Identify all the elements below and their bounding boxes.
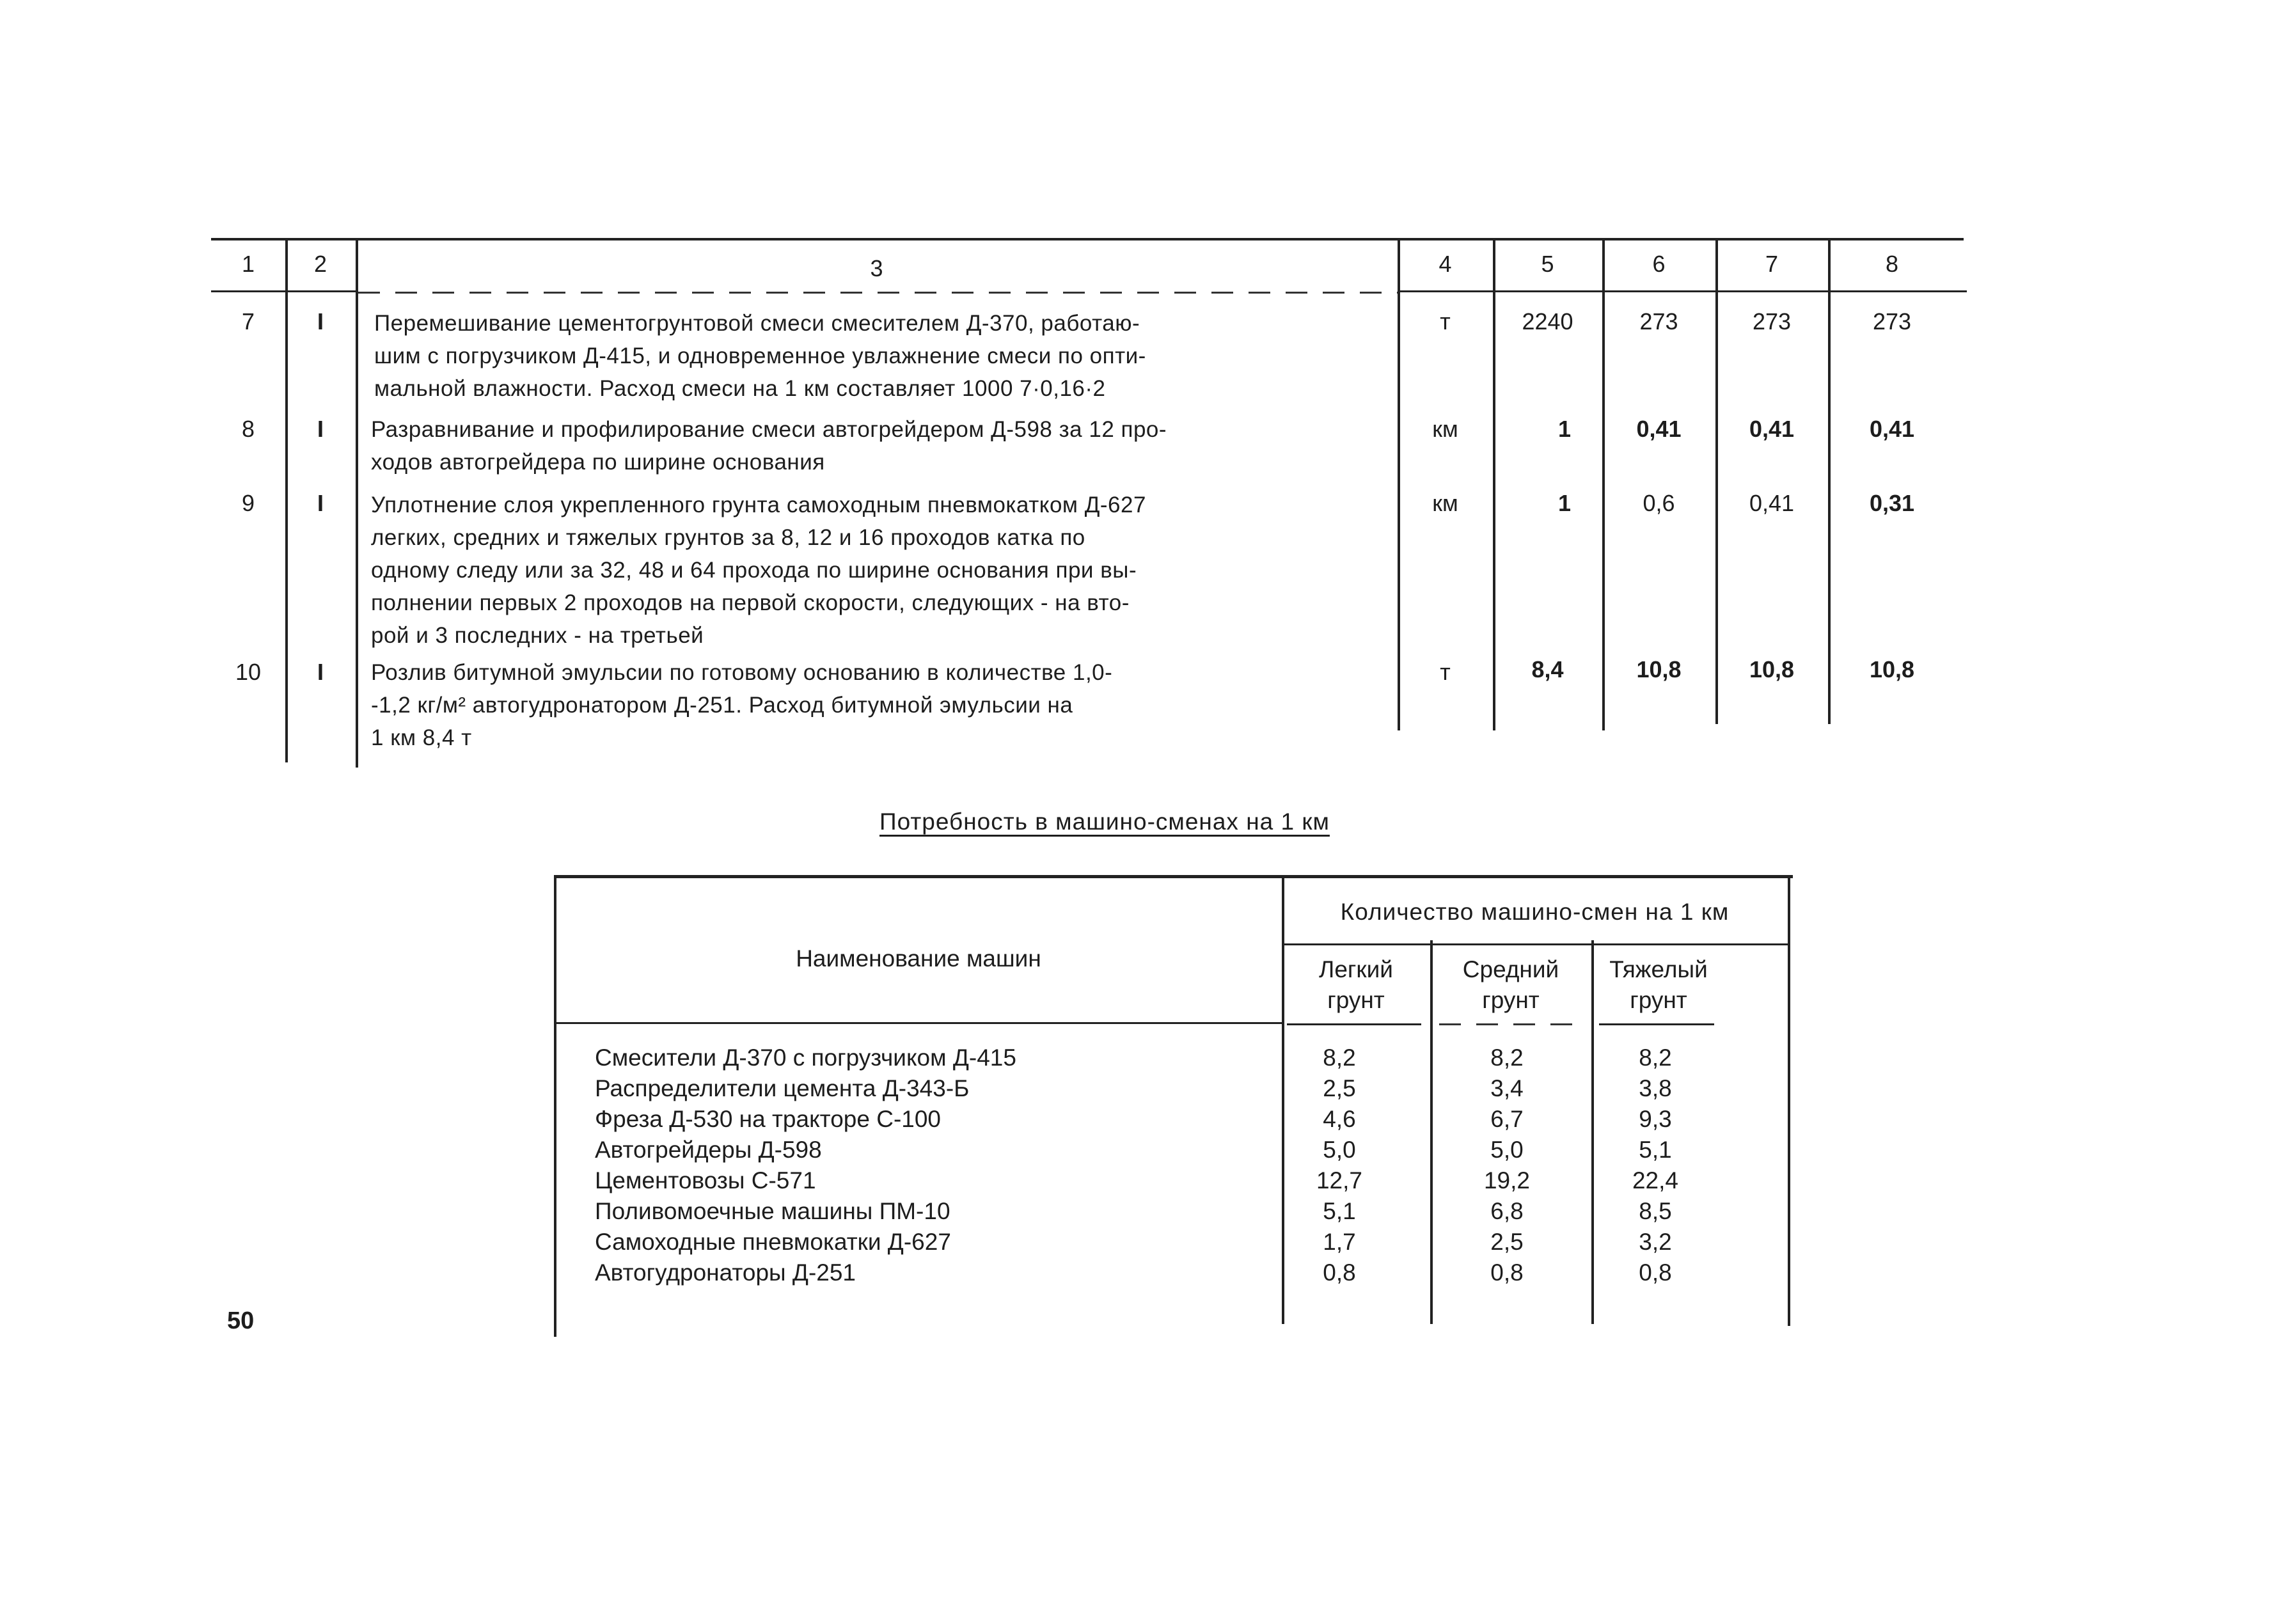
row-description: Розлив битумной эмульсии по готовому основанию в количестве 1,0- -1,2 кг/м² автогудронатором Д-251. Расход битумной эмульсии на 1 км 8,4 т [371,660,1113,750]
row-col-6: 0,41 [1636,416,1682,442]
medium-value: 6,7 [1490,1106,1524,1132]
table-top-rule [555,875,1793,878]
row-number: 9 [241,490,255,516]
section-title: Потребность в машино-сменах на 1 км [879,808,1330,835]
header-rule [1398,290,1967,292]
header-col-4: 4 [1438,251,1452,277]
header-bottom-rule [555,1022,1282,1024]
light-values [1282,1043,1397,1288]
row-number: 10 [235,659,262,685]
row-col-8: 0,41 [1869,416,1915,442]
row-col-7: 10,8 [1749,656,1795,682]
medium-value: 0,8 [1490,1259,1524,1286]
heavy-value: 8,5 [1639,1198,1672,1224]
row-col-5: 2240 [1522,308,1573,335]
machine-name: Смесители Д-370 с погрузчиком Д-415 [595,1045,1016,1071]
medium-value: 2,5 [1490,1229,1524,1255]
row-col-8: 10,8 [1869,656,1915,682]
light-value: 0,8 [1323,1259,1356,1286]
row-col-7: 0,41 [1749,490,1795,516]
header-col-6: 6 [1652,251,1666,277]
row-unit: т [1440,308,1451,335]
header-col-7: 7 [1765,251,1779,277]
column-header-medium: Средний грунт [1462,956,1559,1013]
group-header-rule [1282,943,1788,945]
row-col-6: 10,8 [1636,656,1682,682]
medium-value: 19,2 [1483,1167,1530,1194]
column-header-light: Легкий грунт [1319,956,1393,1013]
heavy-value: 3,2 [1639,1229,1672,1255]
medium-values [1430,1043,1584,1288]
heavy-value: 22,4 [1632,1167,1678,1194]
medium-value: 5,0 [1490,1137,1524,1163]
machine-name: Автогрейдеры Д-598 [595,1137,822,1163]
table-top-rule [211,238,1964,240]
header-col-8: 8 [1885,251,1899,277]
row-category: I [317,490,324,516]
light-value: 4,6 [1323,1106,1356,1132]
medium-value: 6,8 [1490,1198,1524,1224]
row-number: 7 [241,308,255,335]
row-category: I [317,308,324,335]
heavy-value: 8,2 [1639,1045,1672,1071]
row-col-7: 273 [1752,308,1792,335]
row-col-8: 0,31 [1869,490,1915,516]
row-col-8: 273 [1872,308,1912,335]
heavy-value: 9,3 [1639,1106,1672,1132]
machine-name: Автогудронаторы Д-251 [595,1259,856,1286]
row-number: 8 [241,416,255,442]
row-col-5: 8,4 [1531,656,1564,682]
row-unit: км [1432,416,1458,442]
row-col-5: 1 [1557,416,1571,442]
light-value: 12,7 [1316,1167,1362,1194]
row-description: Разравнивание и профилирование смеси автогрейдером Д-598 за 12 про- ходов автогрейдера по ширине основания [371,417,1167,475]
row-col-6: 0,6 [1643,490,1675,516]
heavy-values [1591,1043,1719,1288]
header-col-5: 5 [1541,251,1554,277]
machine-name: Фреза Д-530 на тракторе С-100 [595,1106,941,1132]
medium-value: 3,4 [1490,1075,1524,1101]
table-right-rule [1788,875,1790,1326]
header-rule-dashed [358,292,1398,294]
row-unit: т [1440,659,1451,685]
light-value: 8,2 [1323,1045,1356,1071]
row-col-6: 273 [1639,308,1678,335]
header-bottom-rule-dashed [1439,1023,1586,1025]
header-bottom-rule [1287,1023,1421,1025]
header-rule [211,290,358,292]
row-category: I [317,416,324,442]
heavy-value: 3,8 [1639,1075,1672,1101]
group-column-header: Количество машино-смен на 1 км [1340,899,1730,925]
page-number: 50 [227,1307,255,1334]
col-divider [356,238,358,768]
light-value: 5,0 [1323,1137,1356,1163]
header-col-3: 3 [870,255,883,281]
light-value: 5,1 [1323,1198,1356,1224]
row-description: Перемешивание цементогрунтовой смеси смесителем Д-370, работаю- шим с погрузчиком Д-415, и одновременное увлажнение смеси по опти- мальной влажности. Расход смеси на 1 км составляет 1000 7·0,16·2 [374,311,1146,401]
light-value: 2,5 [1323,1075,1356,1101]
machine-name: Поливомоечные машины ПМ-10 [595,1198,950,1224]
light-value: 1,7 [1323,1229,1356,1255]
header-bottom-rule [1599,1023,1714,1025]
machine-name: Самоходные пневмокатки Д-627 [595,1229,951,1255]
row-col-5: 1 [1557,490,1571,516]
heavy-value: 0,8 [1639,1259,1672,1286]
row-col-7: 0,41 [1749,416,1795,442]
column-header-heavy: Тяжелый грунт [1609,956,1708,1013]
machine-name: Распределители цемента Д-343-Б [595,1075,970,1101]
row-unit: км [1432,490,1458,516]
machine-name-list [595,1043,1016,1288]
header-col-1: 1 [241,251,255,277]
heavy-value: 5,1 [1639,1137,1672,1163]
machine-name: Цементовозы С-571 [595,1167,816,1194]
header-col-2: 2 [313,251,327,277]
row-category: I [317,659,324,685]
row-description: Уплотнение слоя укрепленного грунта самоходным пневмокатком Д-627 легких, средних и тяжелых грунтов за 8, 12 и 16 проходов катка по одному следу или за 32, 48 и 64 прохода по ширине основания при вы- полнении первых 2 проходов на первой скорости, следующих - на вто- рой и 3 последних - на третьей [371,493,1146,648]
name-column-header: Наименование машин [796,945,1041,972]
medium-value: 8,2 [1490,1045,1524,1071]
